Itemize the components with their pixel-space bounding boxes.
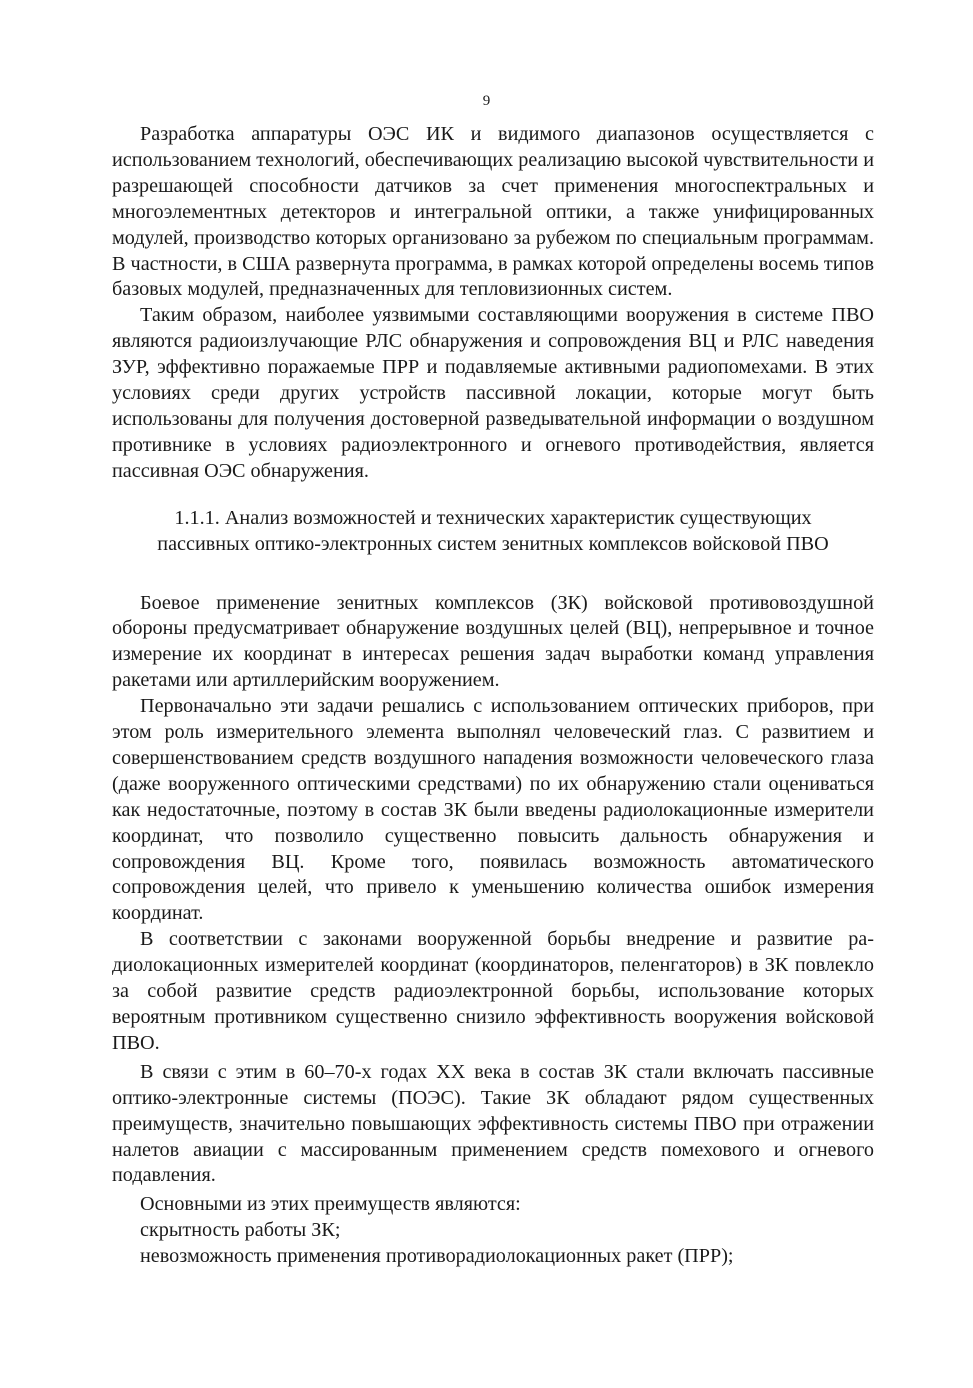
section-heading-line-1: 1.1.1. Анализ возможностей и технических характеристик существующих [174, 506, 812, 529]
paragraph-section-1: Боевое применение зенитных комплексов (ЗК) войсковой противовоздушной обороны предусматривает обнаружение воздушных целей (ВЦ), непрерывное и точное измерение их координат в интересах решения задач выработки команд управления ракетами или артиллерийским вооружением. [112, 591, 874, 692]
section-heading-line-2: пассивных оптико-электронных систем зенитных комплексов войсковой ПВО [157, 532, 829, 555]
advantages-intro: Основными из этих преимуществ являются: [140, 1193, 521, 1216]
paragraph-intro-1: Разработка аппаратуры ОЭС ИК и видимого диапазонов осуществляется с использованием технологий, обеспечивающих реализацию высокой чувствительности и разрешающей способности датчиков за счет применения многоспектральных и многоэлементных детекторов и интегральной оптики, а также унифицированных модулей, производство которых организовано за рубежом по специальным программам. В частности, в США развернута программа, в рамках которой определены восемь типов базовых модулей, предназначенных для тепловизионных систем. [112, 123, 874, 301]
advantage-item-2: невозможность применения противорадиолокационных ракет (ПРР); [140, 1245, 734, 1268]
page-number: 9 [482, 93, 491, 109]
paragraph-section-4: В связи с этим в 60–70-х годах XX века в состав ЗК стали включать пассивные оптико-электронные системы (ПОЭС). Такие ЗК обладают рядом существенных преимуществ, значительно повышающих эффективность системы ПВО при отражении налетов авиации с массированным применением средств помехового и огневого подавления. [112, 1060, 874, 1187]
paragraph-section-2: Первоначально эти задачи решались с использованием оптических приборов, при этом роль измерительного элемента выполнял человеческий глаз. С развитием и совершенствованием средств воздушного нападения возможности человеческого глаза (даже вооруженного оптическими средствами) по их обнаружению стали оцениваться как недостаточные, поэтому в состав ЗК были введены радиолокационные измерители координат, что позволило существенно повысить дальность обнаружения и сопровождения ВЦ. Кроме того, появилась возможность автоматического сопровождения целей, что привело к уменьшению количества ошибок измерения координат. [112, 695, 874, 925]
paragraph-intro-2: Таким образом, наиболее уязвимыми составляющими вооружения в системе ПВО являются радиоизлучающие РЛС обнаружения и сопровождения ВЦ и РЛС наведения ЗУР, эффективно поражаемые ПРР и подавляемые активными радиопомехами. В этих условиях среди других устройств пассивной локации, которые могут быть использованы для получения достоверной разведывательной информации о воздушном противнике в условиях радиоэлектронного и огневого противодействия, является пассивная ОЭС обнаружения. [112, 304, 874, 482]
page-content [112, 122, 874, 1270]
paragraph-section-3: В соответствии с законами вооруженной борьбы внедрение и развитие радиолокационных измерителей координат (координаторов, пеленгаторов) в ЗК повлекло за собой развитие средств радиоэлектронной борьбы, использование которых вероятным противником существенно снизило эффективность вооружения войсковой ПВО. [112, 928, 874, 1054]
section-heading [112, 506, 874, 558]
advantage-item-1: скрытность работы ЗК; [140, 1219, 341, 1242]
